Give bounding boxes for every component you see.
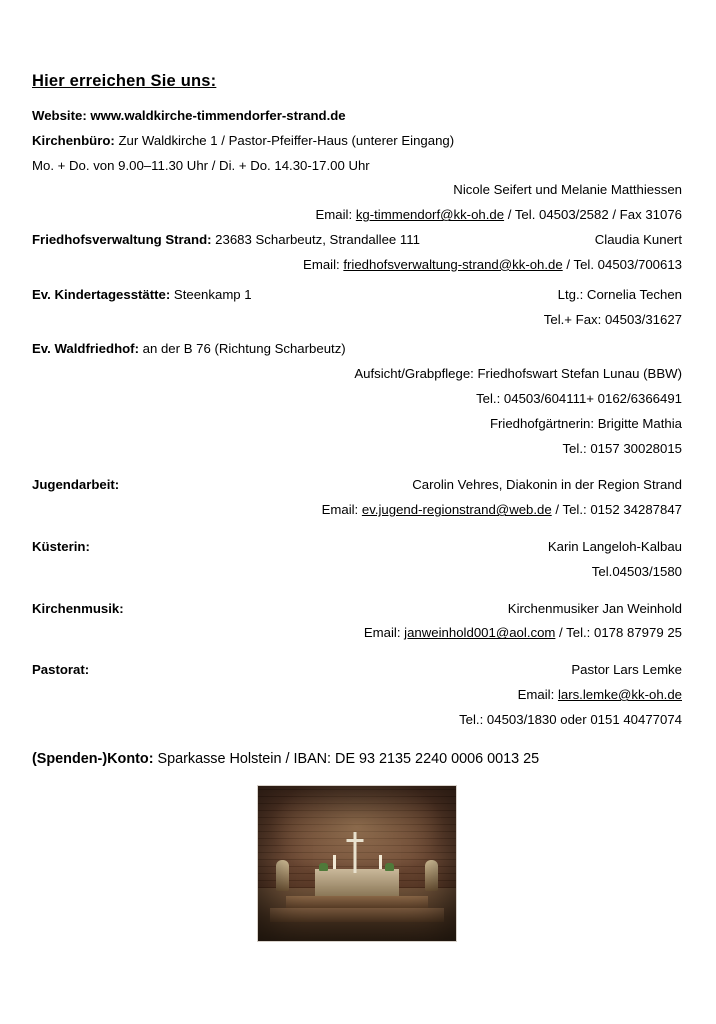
kirchenbuero-line <box>32 132 682 150</box>
waldfriedhof-label: Ev. Waldfriedhof: <box>32 341 139 357</box>
kirchenmusik-email-link[interactable]: janweinhold001@aol.com <box>404 625 556 641</box>
kirchenmusik-phone: / Tel.: 0178 87979 25 <box>555 625 682 641</box>
email-label: Email: <box>321 502 362 518</box>
website-line <box>32 107 682 125</box>
kirchenmusik-contact <box>32 624 682 642</box>
website-value: www.waldkirche-timmendorfer-strand.de <box>86 108 346 123</box>
kirchenbuero-hours: Mo. + Do. von 9.00–11.30 Uhr / Di. + Do. 14.30-17.00 Uhr <box>32 157 370 173</box>
kirchenmusik-person: Kirchenmusiker Jan Weinhold <box>507 600 682 616</box>
kindertagesstaette-line <box>32 286 682 304</box>
kirchenbuero-phone: / Tel. 04503/2582 / Fax 31076 <box>504 207 682 223</box>
pastorat-email-line <box>32 686 682 704</box>
kuesterin-label: Küsterin: <box>32 539 90 554</box>
friedhofsverwaltung-phone: / Tel. 04503/700613 <box>562 256 682 272</box>
friedhofsverwaltung-email-link[interactable]: friedhofsverwaltung-strand@kk-oh.de <box>343 256 563 272</box>
kuesterin-contact: Tel.04503/1580 <box>591 563 682 579</box>
photo-vignette <box>258 786 456 941</box>
pastorat-person: Pastor Lars Lemke <box>571 662 682 678</box>
kirchenbuero-label: Kirchenbüro: <box>32 132 115 148</box>
konto-label: (Spenden-)Konto: <box>32 750 154 767</box>
waldfriedhof-line <box>32 340 682 358</box>
konto-line <box>32 751 682 767</box>
pastorat-email-link[interactable]: lars.lemke@kk-oh.de <box>557 687 682 703</box>
jugendarbeit-line <box>32 476 682 494</box>
spacer <box>32 649 682 661</box>
kindertagesstaette-person: Ltg.: Cornelia Techen <box>557 286 682 302</box>
friedhofsverwaltung-left <box>32 231 420 249</box>
photo-container <box>32 785 682 942</box>
spacer <box>32 464 682 476</box>
jugendarbeit-phone: / Tel.: 0152 34287847 <box>551 502 682 518</box>
kirchenbuero-value: Zur Waldkirche 1 / Pastor-Pfeiffer-Haus (unterer Eingang) <box>114 132 455 148</box>
waldfriedhof-value: an der B 76 (Richtung Scharbeutz) <box>138 341 346 357</box>
friedhofsverwaltung-person: Claudia Kunert <box>594 232 682 248</box>
jugendarbeit-email-link[interactable]: ev.jugend-regionstrand@web.de <box>361 502 552 518</box>
kirchenbuero-email-link[interactable]: kg-timmendorf@kk-oh.de <box>355 207 505 223</box>
spacer <box>32 526 682 538</box>
waldfriedhof-gaertnerin: Friedhofgärtnerin: Brigitte Mathia <box>489 415 682 431</box>
kindertagesstaette-label: Ev. Kindertagesstätte: <box>32 286 171 302</box>
kuesterin-line <box>32 538 682 556</box>
konto-value: Sparkasse Holstein / IBAN: DE 93 2135 2240 0006 0013 25 <box>153 750 540 767</box>
kindertagesstaette-contact: Tel.+ Fax: 04503/31627 <box>543 311 682 327</box>
pastorat-label: Pastorat: <box>32 662 90 678</box>
friedhofsverwaltung-contact <box>32 256 682 274</box>
kirchenbuero-contact <box>32 206 682 224</box>
jugendarbeit-label: Jugendarbeit: <box>32 477 120 493</box>
waldfriedhof-gaertnerin-phone: Tel.: 0157 30028015 <box>562 440 682 456</box>
waldfriedhof-aufsicht: Aufsicht/Grabpflege: Friedhofswart Stefan Lunau (BBW) <box>354 366 682 382</box>
jugendarbeit-contact <box>32 501 682 519</box>
pastorat-line <box>32 661 682 679</box>
altar-photo <box>257 785 457 942</box>
page-title: Hier erreichen Sie uns: <box>32 72 217 90</box>
email-label: Email: <box>315 207 356 223</box>
email-label: Email: <box>303 256 344 272</box>
friedhofsverwaltung-line <box>32 231 682 249</box>
friedhofsverwaltung-label: Friedhofsverwaltung Strand: <box>32 232 212 248</box>
jugendarbeit-person: Carolin Vehres, Diakonin in der Region Strand <box>412 477 682 493</box>
kirchenbuero-staff: Nicole Seifert und Melanie Matthiessen <box>453 182 682 198</box>
kindertagesstaette-left <box>32 286 252 304</box>
kirchenmusik-label: Kirchenmusik: <box>32 600 124 616</box>
kirchenmusik-line <box>32 600 682 618</box>
email-label: Email: <box>363 625 405 641</box>
friedhofsverwaltung-value: 23683 Scharbeutz, Strandallee 111 <box>211 232 420 248</box>
spacer <box>32 588 682 600</box>
pastorat-contact: Tel.: 04503/1830 oder 0151 40477074 <box>459 711 682 727</box>
kuesterin-person: Karin Langeloh-Kalbau <box>547 539 682 554</box>
website-label: Website: <box>32 108 87 123</box>
waldfriedhof-phone: Tel.: 04503/604111+ 0162/6366491 <box>476 390 682 406</box>
email-label: Email: <box>517 687 558 703</box>
kindertagesstaette-value: Steenkamp 1 <box>170 286 252 302</box>
